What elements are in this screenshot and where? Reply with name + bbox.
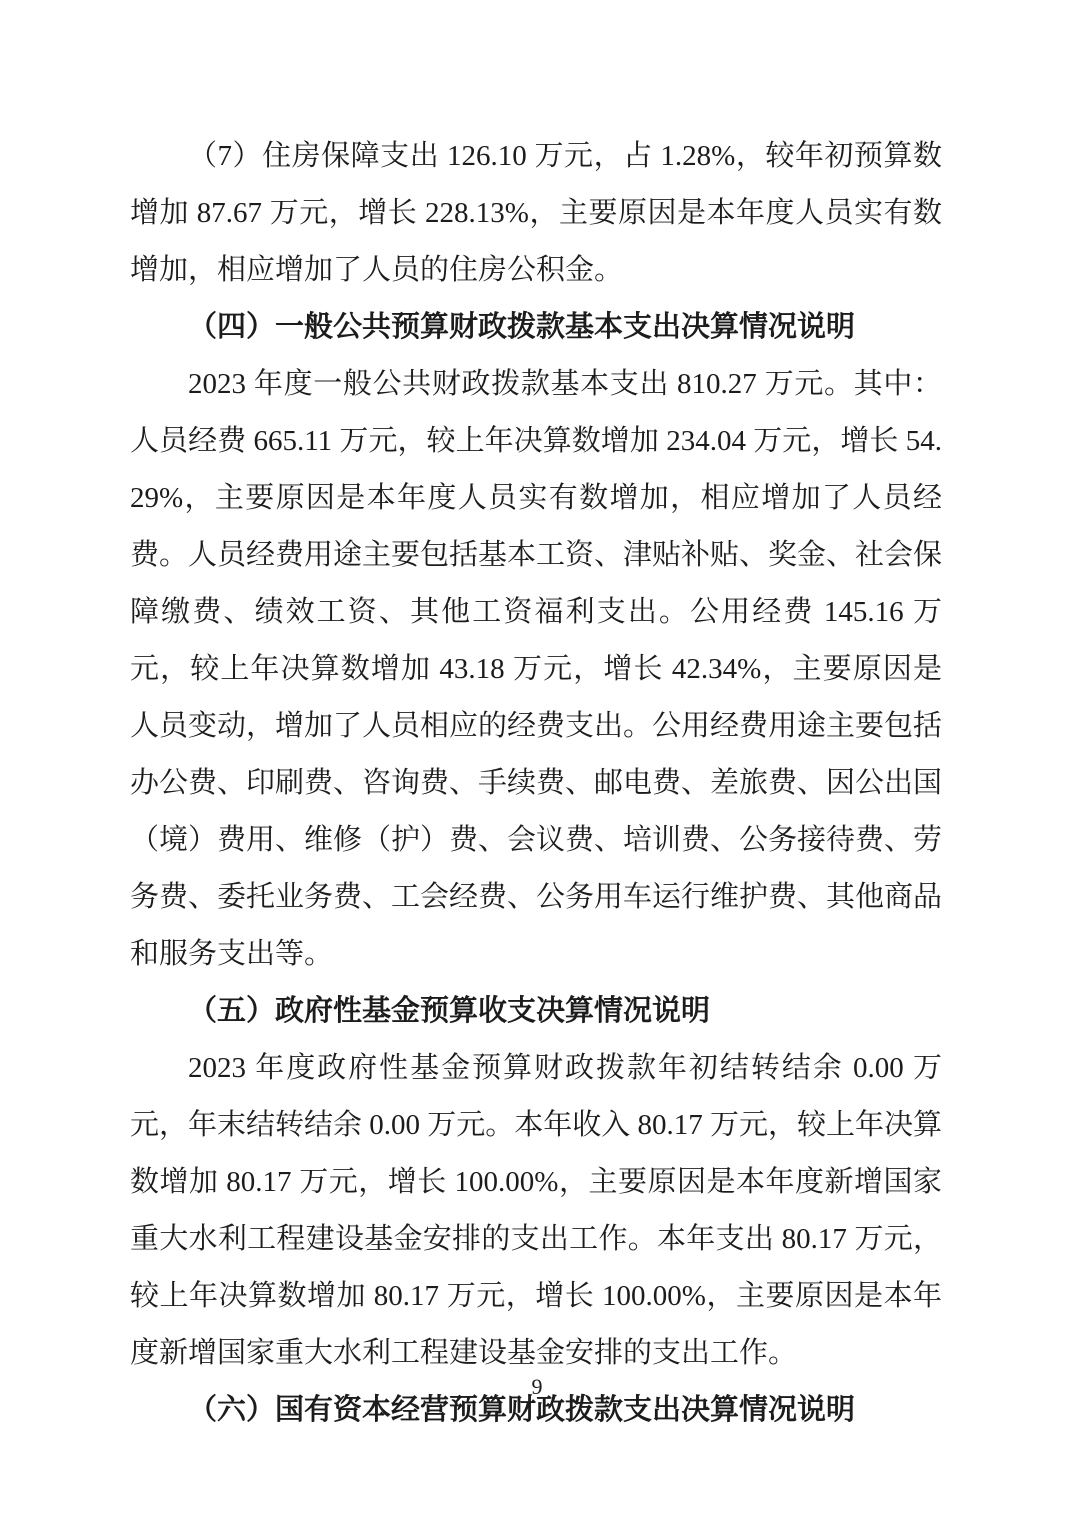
section-heading-6-state-capital-budget: （六）国有资本经营预算财政拨款支出决算情况说明 [188, 1394, 856, 1426]
page-number: 9 [531, 1374, 543, 1399]
paragraph-housing-security-expense: （7）住房保障支出 126.10 万元，占 1.28%，较年初预算数增加 87.67 万元，增长 228.13%，主要原因是本年度人员实有数增加，相应增加了人员的住房公积金。 [130, 140, 942, 286]
section-heading-4-basic-expenditure: （四）一般公共预算财政拨款基本支出决算情况说明 [188, 311, 856, 343]
section-heading-5-government-fund-budget: （五）政府性基金预算收支决算情况说明 [188, 995, 711, 1027]
paragraph-government-fund-detail: 2023 年度政府性基金预算财政拨款年初结转结余 0.00 万元，年末结转结余 0.00 万元。本年收入 80.17 万元，较上年决算数增加 80.17 万元，增长 100.00%，主要原因是本年度新增国家重大水利工程建设基金安排的支出工作。本年支出 80.17 万元，较上年决算数增加 80.17 万元，增长 100.00%，主要原因是本年度新增国家重大水利工程建设基金安排的支出工作。 [130, 1052, 943, 1369]
paragraph-basic-expenditure-detail: 2023 年度一般公共财政拨款基本支出 810.27 万元。其中：人员经费 665.11 万元，较上年决算数增加 234.04 万元，增长 54.29%，主要原因是本年度人员实有数增加，相应增加了人员经费。人员经费用途主要包括基本工资、津贴补贴、奖金、社会保障缴费、绩效工资、其他工资福利支出。公用经费 145.16 万元，较上年决算数增加 43.18 万元，增长 42.34%，主要原因是人员变动，增加了人员相应的经费支出。公用经费用途主要包括办公费、印刷费、咨询费、手续费、邮电费、差旅费、因公出国（境）费用、维修（护）费、会议费、培训费、公务接待费、劳务费、委托业务费、工会经费、公务用车运行维护费、其他商品和服务支出等。 [130, 368, 943, 970]
